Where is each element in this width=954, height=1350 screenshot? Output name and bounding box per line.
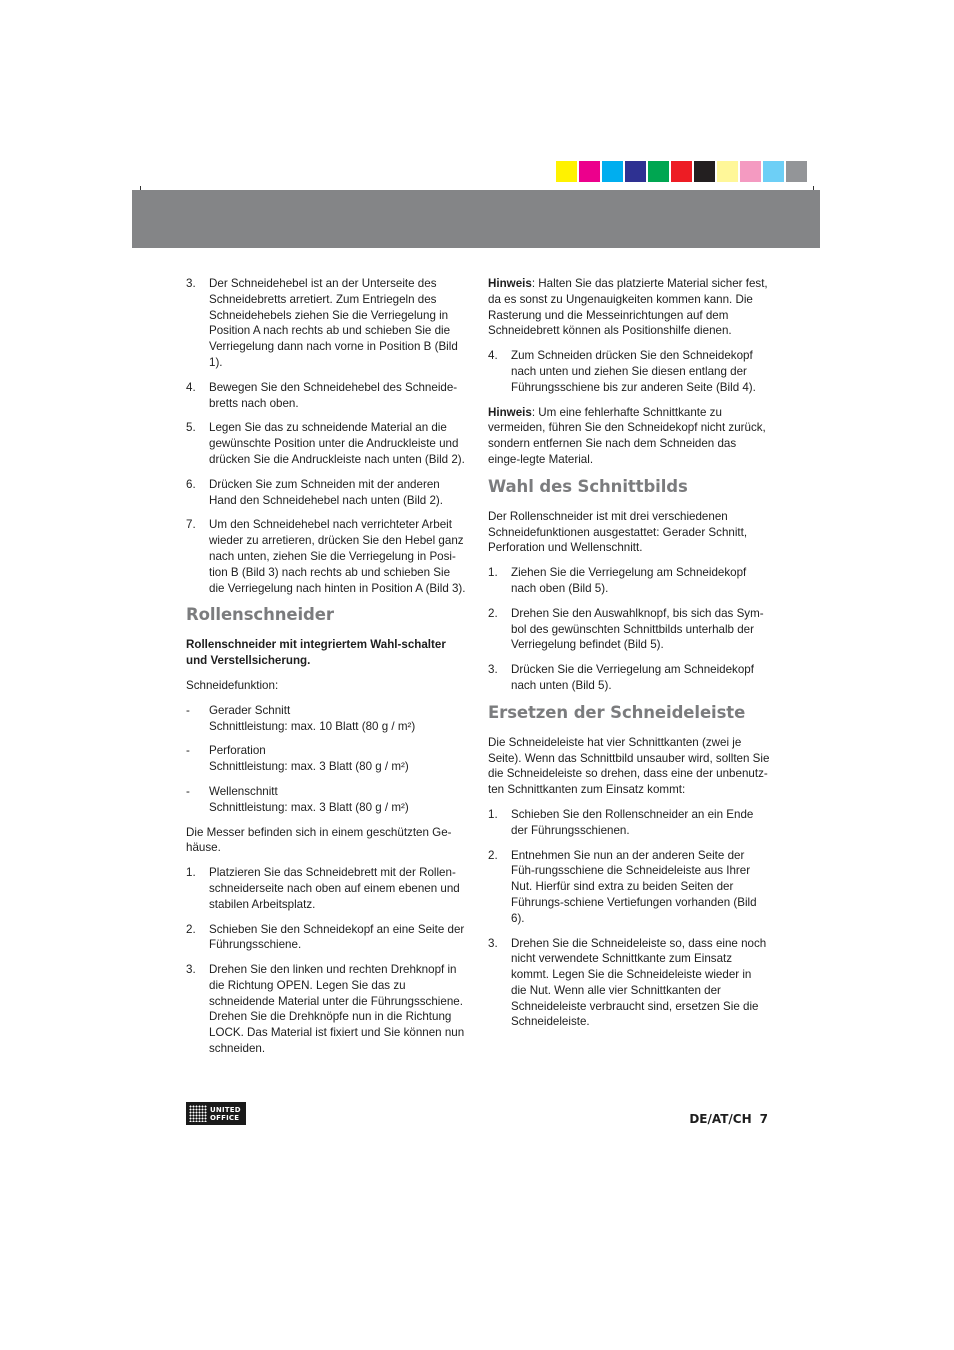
item-text: Der Schneidehebel ist an der Unterseite des Schneidebretts arretiert. Zum Entriegeln des Schneidehebels ziehen Sie die Verriegelung in Position A nach rechts ab und schieben Sie die Verriegelung dann nach vorne in Position B (Bild 1).	[209, 277, 458, 369]
page-footer	[689, 1112, 768, 1126]
color-swatch	[579, 161, 600, 182]
item-text: Zum Schneiden drücken Sie den Schneidekopf nach unten und ziehen Sie diesen entlang der Führungsschiene bis zur anderen Seite (Bild 4).	[511, 349, 756, 394]
list-item	[186, 517, 468, 596]
function-capacity: Schnittleistung: max. 10 Blatt (80 g / m²)	[209, 719, 416, 733]
item-number: 4.	[186, 380, 196, 394]
color-swatch	[763, 161, 784, 182]
rollenschneider-subheading: Rollenschneider mit integriertem Wahl-schalter und Verstellsicherung.	[186, 638, 446, 668]
list-item	[186, 922, 468, 954]
item-text: Drücken Sie zum Schneiden mit der anderen Hand den Schneidehebel nach unten (Bild 2).	[209, 477, 443, 507]
right-column	[488, 276, 770, 1039]
color-swatch	[648, 161, 669, 182]
logo-dot-grid-icon	[189, 1105, 207, 1122]
item-text: Drehen Sie den linken und rechten Drehknopf in die Richtung OPEN. Legen Sie das zu schneidende Material unter die Führungsschiene. Drehen Sie die Drehknöpfe nun in die Richtung LOCK. Das Material ist fixiert und Sie können nun schneiden.	[209, 963, 465, 1056]
wahl-steps-list	[488, 565, 770, 694]
item-number: 2.	[488, 848, 498, 862]
logo-line1: UNITED	[210, 1105, 241, 1114]
ersetzen-intro: Die Schneideleiste hat vier Schnittkanten (zwei je Seite). Wenn das Schnittbild unsauber wird, sollten Sie die Schneideleiste so drehen, dass eine der unbenutz-ten Schnittkanten zum Einsatz kommt:	[488, 735, 770, 797]
item-number: 3.	[488, 936, 498, 950]
knife-note: Die Messer befinden sich in einem geschützten Ge-häuse.	[186, 825, 452, 855]
list-item	[186, 380, 468, 412]
item-number: 2.	[488, 606, 498, 620]
function-item	[186, 784, 468, 816]
locale-label: DE/AT/CH	[689, 1112, 752, 1126]
list-item	[186, 276, 468, 371]
color-swatch	[602, 161, 623, 182]
ersetzen-steps-list	[488, 807, 770, 1030]
function-capacity: Schnittleistung: max. 3 Blatt (80 g / m²)	[209, 800, 409, 814]
item-number: 6.	[186, 477, 196, 491]
steps-list-bottom	[186, 865, 468, 1057]
hinweis-note	[488, 405, 770, 468]
function-capacity: Schnittleistung: max. 3 Blatt (80 g / m²)	[209, 760, 409, 774]
color-swatch	[694, 161, 715, 182]
color-swatch	[625, 161, 646, 182]
item-number: 5.	[186, 421, 196, 435]
logo-text	[210, 1106, 241, 1122]
list-item	[186, 962, 468, 1057]
item-number: 1.	[488, 566, 498, 580]
color-swatch	[740, 161, 761, 182]
hinweis-label: Hinweis	[488, 277, 532, 290]
function-name: Perforation	[209, 744, 266, 758]
item-text: Legen Sie das zu schneidende Material an die gewünschte Position unter die Andruckleiste und drücken Sie die Andruckleiste nach unten (Bild 2).	[209, 421, 465, 466]
function-name: Gerader Schnitt	[209, 703, 291, 717]
list-item	[186, 477, 468, 509]
united-office-logo	[186, 1102, 246, 1125]
function-label: Schneidefunktion:	[186, 678, 279, 692]
list-item	[186, 865, 468, 912]
dash-marker: -	[186, 784, 190, 798]
item-number: 3.	[488, 663, 498, 677]
hinweis-text: : Halten Sie das platzierte Material sicher fest, da es sonst zu Ungenauigkeiten kommen kann. Die Rasterung und die Messeinrichtungen auf dem Schneidebrett können als Positionshilfe dienen.	[488, 277, 768, 338]
item-text: Drehen Sie den Auswahlknopf, bis sich das Sym-bol des gewünschten Schnittbilds unterhalb der Verriegelung befindet (Bild 5).	[511, 606, 764, 652]
item-text: Bewegen Sie den Schneidehebel des Schneide-bretts nach oben.	[209, 380, 458, 410]
item-number: 4.	[488, 349, 498, 363]
list-item	[488, 565, 770, 597]
list-item	[488, 348, 770, 395]
function-name: Wellenschnitt	[209, 784, 278, 798]
item-number: 1.	[488, 807, 498, 821]
steps-list-top	[186, 276, 468, 596]
function-item	[186, 743, 468, 775]
item-number: 3.	[186, 277, 196, 290]
hinweis-note	[488, 276, 770, 339]
hinweis-text: : Um eine fehlerhafte Schnittkante zu vermeiden, führen Sie den Schneidekopf nicht zurück, sondern entfernen Sie nach dem Schneiden das einge-legte Material.	[488, 405, 766, 466]
list-item	[186, 420, 468, 467]
list-item	[488, 606, 770, 653]
color-swatch	[556, 161, 577, 182]
function-list	[186, 703, 468, 816]
hinweis-label: Hinweis	[488, 405, 532, 419]
left-column	[186, 276, 468, 1066]
page-number: 7	[759, 1112, 768, 1126]
dash-marker: -	[186, 703, 190, 717]
section-heading-rollenschneider: Rollenschneider	[186, 605, 334, 625]
item-text: Entnehmen Sie nun an der anderen Seite der Füh-rungsschiene die Schneideleiste aus Ihrer Nut. Hierfür sind extra zu beiden Seiten der Führungs-schiene Vertiefungen vorhanden (Bild 6).	[511, 848, 757, 925]
item-text: Schieben Sie den Schneidekopf an eine Seite der Führungsschiene.	[209, 922, 465, 952]
item-text: Drücken Sie die Verriegelung am Schneidekopf nach unten (Bild 5).	[511, 663, 754, 692]
color-swatch	[717, 161, 738, 182]
list-item	[488, 936, 770, 1031]
logo-line2: OFFICE	[210, 1113, 240, 1122]
item-number: 2.	[186, 922, 196, 936]
item-number: 7.	[186, 518, 196, 532]
wahl-intro: Der Rollenschneider ist mit drei verschiedenen Schneidefunktionen ausgestattet: Gerader Schnitt, Perforation und Wellenschnitt.	[488, 509, 748, 555]
color-registration-bar	[556, 161, 809, 182]
list-item	[488, 848, 770, 927]
item-text: Ziehen Sie die Verriegelung am Schneidekopf nach oben (Bild 5).	[511, 566, 747, 595]
item-text: Schieben Sie den Rollenschneider an ein Ende der Führungsschienen.	[511, 807, 754, 837]
item-text: Um den Schneidehebel nach verrichteter Arbeit wieder zu arretieren, drücken Sie den Hebel ganz nach unten, ziehen Sie die Verriegelung in Posi-tion B (Bild 3) nach rechts ab und schieben Sie die Verriegelung nach hinten in Position A (Bild 3).	[209, 518, 466, 595]
item-text: Platzieren Sie das Schneidebrett mit der Rollen-schneiderseite nach oben auf einem ebenen und stabilen Arbeitsplatz.	[209, 866, 460, 911]
item-number: 1.	[186, 866, 196, 880]
list-item	[488, 662, 770, 694]
function-item	[186, 703, 468, 735]
color-swatch	[671, 161, 692, 182]
item-text: Drehen Sie die Schneideleiste so, dass eine noch nicht verwendete Schnittkante zum Einsatz kommt. Legen Sie die Schneideleiste wieder in die Nut. Wenn alle vier Schnittkanten der Schneideleiste verbraucht sind, ersetzen Sie die Schneideleiste.	[511, 936, 767, 1029]
section-heading-wahl: Wahl des Schnittbilds	[488, 476, 688, 496]
list-item	[488, 807, 770, 839]
dash-marker: -	[186, 744, 190, 758]
color-swatch	[786, 161, 807, 182]
item-number: 3.	[186, 963, 196, 977]
header-band	[132, 190, 820, 248]
section-heading-ersetzen: Ersetzen der Schneideleiste	[488, 702, 746, 722]
